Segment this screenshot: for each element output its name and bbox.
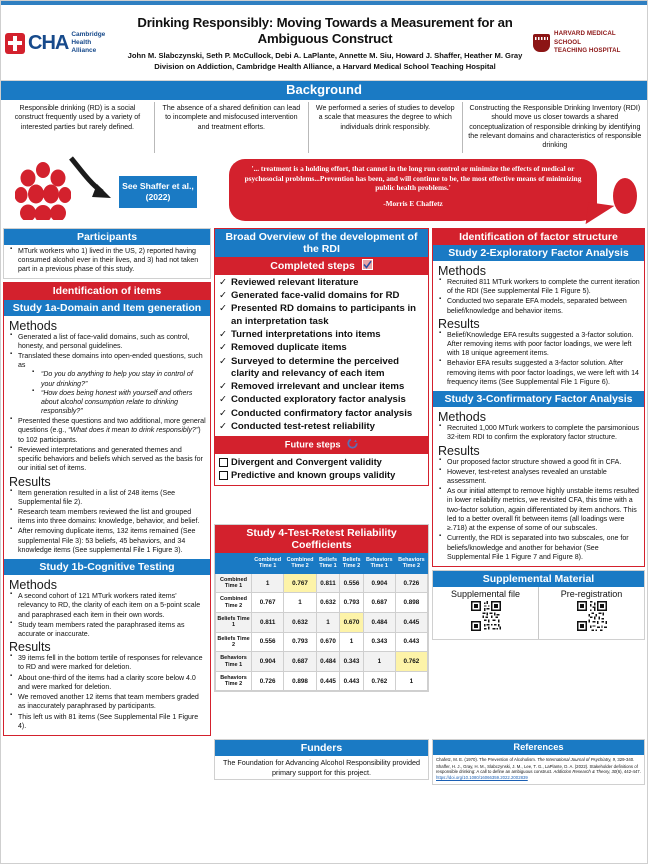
quote-text: '... treatment is a holding effort, that cannot in the long run control or minimize the effects of medical or psychosocial problems...Prevention has been, and will continue to be, the most effective means of minimizing public health problems.': [244, 163, 582, 193]
table-body: [216, 573, 428, 691]
results-label: Results: [9, 640, 51, 655]
table-cell: 0.687: [284, 652, 316, 672]
column-header: Beliefs Time 1: [316, 554, 340, 574]
future-step: Predictive and known groups validity: [219, 469, 425, 481]
method-item-quote: “What does it mean to drink responsibly?”: [68, 427, 199, 435]
table-row: [216, 671, 428, 691]
completed-step: ✓ Conducted exploratory factor analysis: [219, 394, 425, 406]
row-header: Behaviors Time 2: [216, 671, 252, 691]
completed-step: ✓ Turned interpretations into items: [219, 329, 425, 341]
funders-heading: Funders: [215, 740, 428, 756]
method-item: ▪ Reviewed interpretations and generated themes and specific behaviors and beliefs which served as the basis for our initial set of items.: [10, 446, 206, 474]
table-corner-cell: [216, 554, 252, 574]
row-header: Beliefs Time 2: [216, 632, 252, 652]
table-cell: 0.904: [252, 652, 284, 672]
completed-step: ✓ Removed duplicate items: [219, 342, 425, 354]
background-cell: Responsible drinking (RD) is a social construct frequently used by a variety of interested parties but rarely defined.: [1, 102, 155, 153]
result-item: ▪ 39 items fell in the bottom tertile of responses for relevance to RD and were marked for deletion.: [10, 654, 206, 672]
future-step: Divergent and Convergent validity: [219, 456, 425, 468]
overview-heading: Broad Overview of the development of the RDI: [215, 229, 428, 257]
table-row: [216, 612, 428, 632]
result-item: ▪ This left us with 81 items (See Supplemental File 1 Figure 4).: [10, 713, 206, 731]
cha-logo-text: CHA: [28, 32, 69, 54]
method-subitem: ▪ “Do you do anything to help you stay in control of your drinking?”: [32, 370, 206, 388]
test-retest-reliability-table: [215, 553, 428, 691]
method-item-text: Translated these domains into open-ended questions, such as: [18, 353, 203, 370]
study-1a-heading: Study 1a-Domain and Item generation: [4, 300, 210, 316]
method-item: ▪ A second cohort of 121 MTurk workers rated items’ relevancy to RD, the clarity of each item on a 5-point scale and paraphrased each item in their own words.: [10, 592, 206, 620]
table-cell: 0.767: [284, 573, 316, 593]
table-row: [216, 652, 428, 672]
references-heading: References: [433, 740, 644, 755]
column-header: Behaviors Time 1: [363, 554, 395, 574]
supplemental-material-heading: Supplemental Material: [433, 571, 644, 587]
poster-footer: [1, 739, 647, 790]
right-column: [432, 228, 645, 739]
pre-registration-label: Pre-registration: [560, 589, 623, 600]
reference-entry: [436, 764, 641, 781]
reference-prefix: Shaffer, H. J., Gray, H. M., Slabczynski, J. M., Lee, T. G., LaPlante, D. A. (2022). Stakeholder definitions of responsible drinking: A call to define an ambiguous construct.: [436, 763, 638, 775]
future-steps-label: Future steps: [284, 439, 341, 450]
background-columns: [1, 100, 647, 156]
pre-registration-item[interactable]: [538, 587, 644, 639]
table-cell: 0.811: [252, 612, 284, 632]
table-cell: 0.443: [395, 632, 427, 652]
author-list: John M. Slabczynski, Seth P. McCullock, Debi A. LaPlante, Annette M. Siu, Howard J. Shaffer, Heather M. Gray: [127, 50, 523, 60]
result-item: ▪ We removed another 12 items that team members graded as inaccurately paraphrased by participants.: [10, 693, 206, 711]
background-cell: Constructing the Responsible Drinking Inventory (RDI) should move us closer towards a shared conceptualization of responsible drinking by identifying the relevant domains and characteristics of responsible drinking: [468, 103, 642, 150]
completed-step: ✓ Surveyed to determine the perceived clarity and relevancy of each item: [219, 356, 425, 381]
qr-code-icon[interactable]: [577, 601, 607, 631]
table-cell: 0.670: [340, 612, 364, 632]
result-item: ▪ However, test-retest analyses revealed an unstable assessment.: [439, 468, 640, 486]
table-cell: 1: [395, 671, 427, 691]
overview-panel: [214, 228, 429, 486]
methods-label: Methods: [438, 263, 486, 278]
results-label: Results: [9, 474, 51, 489]
result-item: ▪ As our initial attempt to remove highly unstable items resulted in lower reliability metrics, we revisited CFA, this time with a two-factor solution, again differentiated by item anchors. This led to a better overall fit between items (all loadings were ≥.718) at the expense of some of our subscales.: [439, 487, 640, 533]
table-cell: 0.343: [363, 632, 395, 652]
left-column: [3, 228, 211, 739]
table-cell: 0.670: [316, 632, 340, 652]
completed-step: ✓ Conducted confirmatory factor analysis: [219, 408, 425, 420]
study-1b-heading: Study 1b-Cognitive Testing: [4, 559, 210, 575]
completed-step: ✓ Removed irrelevant and unclear items: [219, 381, 425, 393]
poster-title: Drinking Responsibly: Moving Towards a Measurement for an Ambiguous Construct: [137, 15, 513, 46]
method-item: ▪ Conducted two separate EFA models, separated between belief/knowledge and behavior items.: [439, 297, 640, 315]
background-cell: The absence of a shared definition can lead to incomplete and misfocused intervention and treatment efforts.: [155, 102, 309, 153]
table-cell: 0.445: [395, 612, 427, 632]
column-header: Behaviors Time 2: [395, 554, 427, 574]
table-cell: 0.484: [316, 652, 340, 672]
column-header: Beliefs Time 2: [340, 554, 364, 574]
table-cell: 1: [252, 573, 284, 593]
study-2-heading: Study 2-Exploratory Factor Analysis: [433, 245, 644, 261]
completed-step: ✓ Reviewed relevant literature: [219, 277, 425, 289]
checkbox-checked-icon: [362, 259, 373, 273]
reference-journal: Addiction Research & Theory, 30: [553, 769, 617, 775]
column-header: Combined Time 1: [252, 554, 284, 574]
participants-heading: Participants: [4, 229, 210, 245]
method-item: ▪ Recruited 811 MTurk workers to complete the current iteration of the RDI (See supplemental File 1 Figure 5).: [439, 278, 640, 296]
column-header: Combined Time 2: [284, 554, 316, 574]
result-item: ▪ Research team members reviewed the list and grouped items into three domains: knowledge, behavior, and belief.: [10, 508, 206, 526]
table-cell: 0.632: [316, 593, 340, 613]
participants-item: ▪ MTurk workers who 1) lived in the US, 2) reported having consumed alcohol ever in their lives, and 3) had not taken part in a previous phase of this study.: [10, 247, 206, 275]
completed-step: ✓ Conducted test-retest reliability: [219, 421, 425, 433]
reference-suffix: , 329-340.: [614, 756, 635, 762]
table-cell: 0.632: [284, 612, 316, 632]
reference-journal: The International Journal of Psychiatry, 9: [537, 756, 615, 762]
result-item: ▪ After removing duplicate items, 132 items remained (See supplemental File 3): 53 beliefs, 45 behaviors, and 34 knowledge items (See supplemental File 1 Figure 3).: [10, 527, 206, 555]
table-cell: 0.556: [252, 632, 284, 652]
table-row: [216, 632, 428, 652]
table-cell: 0.726: [395, 573, 427, 593]
background-cell: We performed a series of studies to develop a scale that measures the degree to which individuals drink responsibly.: [309, 102, 463, 153]
study-3-heading: Study 3-Confirmatory Factor Analysis: [433, 391, 644, 407]
table-cell: 1: [316, 612, 340, 632]
row-header: Behaviors Time 1: [216, 652, 252, 672]
table-cell: 0.811: [316, 573, 340, 593]
result-item: ▪ Currently, the RDI is separated into two subscales, one for beliefs/knowledge and another for behavior (See Supplemental File 1 Figure 7 and Figure 8).: [439, 534, 640, 562]
factor-structure-panel: [432, 228, 645, 567]
results-label: Results: [438, 443, 480, 458]
hms-logo-line-1: HARVARD MEDICAL SCHOOL: [554, 30, 616, 46]
table-cell: 0.793: [284, 632, 316, 652]
row-header: Combined Time 2: [216, 593, 252, 613]
method-subitem: ▪ “How does being honest with yourself and others about alcohol consumption relate to drinking responsibly?”: [32, 389, 206, 416]
reference-suffix: (6), 442-447.: [616, 769, 641, 775]
methods-label: Methods: [438, 410, 486, 425]
table-cell: 1: [284, 593, 316, 613]
row-header: Beliefs Time 1: [216, 612, 252, 632]
medical-cross-icon: [5, 33, 25, 54]
hms-logo-line-2: TEACHING HOSPITAL: [554, 47, 621, 55]
table-cell: 0.904: [363, 573, 395, 593]
methods-label: Methods: [9, 578, 57, 593]
method-item: [10, 417, 206, 445]
background-section: [1, 81, 647, 156]
table-cell: 0.898: [395, 593, 427, 613]
reference-prefix: Chafetz, M. E. (1970). The Prevention of Alcoholism.: [436, 756, 538, 762]
quote-attribution: -Morris E Chaffetz: [383, 199, 443, 209]
identification-of-items-panel: [3, 282, 211, 736]
affiliation: Division on Addiction, Cambridge Health Alliance, a Harvard Medical School Teaching Hospital: [154, 61, 496, 71]
table-cell: 0.556: [340, 573, 364, 593]
quote-region: [1, 156, 647, 228]
completed-steps-label: Completed steps: [270, 259, 355, 272]
cha-logo-subtitle-1: Cambridge: [71, 30, 106, 38]
completed-step: ✓ Presented RD domains to participants in an interpretation task: [219, 303, 425, 328]
table-cell: 0.443: [340, 671, 364, 691]
content-columns: [1, 228, 647, 739]
completed-step: ✓ Generated face-valid domains for RD: [219, 290, 425, 302]
table-header-row: [216, 554, 428, 574]
qr-code-icon[interactable]: [471, 601, 501, 631]
see-shaffer-reference-box[interactable]: See Shaffer et al., (2022): [119, 176, 197, 208]
method-item: ▪ Study team members rated the paraphrased items as accurate or inaccurate.: [10, 621, 206, 639]
cha-logo: [5, 31, 117, 55]
table-cell: 1: [340, 632, 364, 652]
table-cell: 0.343: [340, 652, 364, 672]
result-item: ▪ Our proposed factor structure showed a good fit in CFA.: [439, 458, 640, 467]
table-cell: 0.793: [340, 593, 364, 613]
references-panel: [432, 739, 645, 785]
method-item: ▪ Recruited 1,000 MTurk workers to complete the parsimonious 32-item RDI to confirm the exploratory factor structure.: [439, 424, 640, 442]
refresh-circle-icon: [347, 438, 358, 452]
table-cell: 0.762: [395, 652, 427, 672]
study4-heading: Study 4-Test-Retest Reliability Coefficients: [215, 525, 428, 553]
study4-panel: [214, 524, 429, 693]
table-cell: 0.687: [363, 593, 395, 613]
row-header: Combined Time 1: [216, 573, 252, 593]
speech-bubble-tail: [586, 202, 615, 227]
results-label: Results: [438, 316, 480, 331]
method-item-text: Presented these questions and two additional, more general questions (e.g.,: [18, 418, 206, 435]
background-heading: Background: [1, 81, 647, 100]
poster-header: [1, 5, 647, 81]
method-item: ▪ Generated a list of face-valid domains, such as control, honesty, and personal guidelines.: [10, 333, 206, 351]
funders-panel: [214, 739, 429, 781]
completed-steps-list: [215, 275, 428, 436]
method-item: [10, 352, 206, 416]
result-item: ▪ Belief/Knowledge EFA results suggested a 3-factor solution. After removing items with poor factor loadings, we were left with 18 unique agreement items.: [439, 331, 640, 359]
reference-entry: [436, 757, 641, 763]
supplemental-file-label: Supplemental file: [450, 589, 521, 600]
participants-panel: [3, 228, 211, 280]
harvard-shield-icon: [533, 34, 550, 52]
quote-speech-bubble: [229, 159, 597, 221]
middle-column: [214, 228, 429, 739]
table-cell: 0.445: [316, 671, 340, 691]
references-list: [433, 755, 644, 784]
methods-label: Methods: [9, 318, 57, 333]
reference-doi-link[interactable]: https://doi.org/10.1080/16066359.2022.2002839: [436, 774, 528, 780]
table-cell: 0.767: [252, 593, 284, 613]
supplemental-file-item[interactable]: [433, 587, 538, 639]
table-cell: 1: [363, 652, 395, 672]
red-person-blob: [613, 178, 637, 214]
result-item: ▪ About one-third of the items had a clarity score below 4.0 and were marked for deletion.: [10, 674, 206, 692]
future-steps-heading: [215, 436, 428, 454]
table-row: [216, 573, 428, 593]
table-cell: 0.898: [284, 671, 316, 691]
cha-logo-subtitle-2: Health Alliance: [71, 38, 97, 55]
result-item: ▪ Item generation resulted in a list of 248 items (See Supplemental file 2).: [10, 489, 206, 507]
harvard-medical-school-logo: [533, 30, 641, 55]
supplemental-material-panel: [432, 570, 645, 640]
table-cell: 0.762: [363, 671, 395, 691]
funders-text: The Foundation for Advancing Alcohol Responsibility provided primary support for this project.: [223, 758, 420, 777]
result-item: ▪ Behavior EFA results suggested a 3-factor solution. After removing items with poor factor loadings, we were left with 14 frequency items (See Supplemental File 1 Figure 6).: [439, 359, 640, 387]
factor-structure-heading: Identification of factor structure: [433, 229, 644, 245]
table-cell: 0.484: [363, 612, 395, 632]
future-steps-list: [215, 454, 428, 485]
table-row: [216, 593, 428, 613]
title-block: [117, 15, 533, 70]
identification-of-items-heading: Identification of items: [4, 283, 210, 299]
completed-steps-heading: [215, 257, 428, 275]
method-item-tail: ) to 102 participants.: [18, 427, 201, 444]
table-cell: 0.726: [252, 671, 284, 691]
